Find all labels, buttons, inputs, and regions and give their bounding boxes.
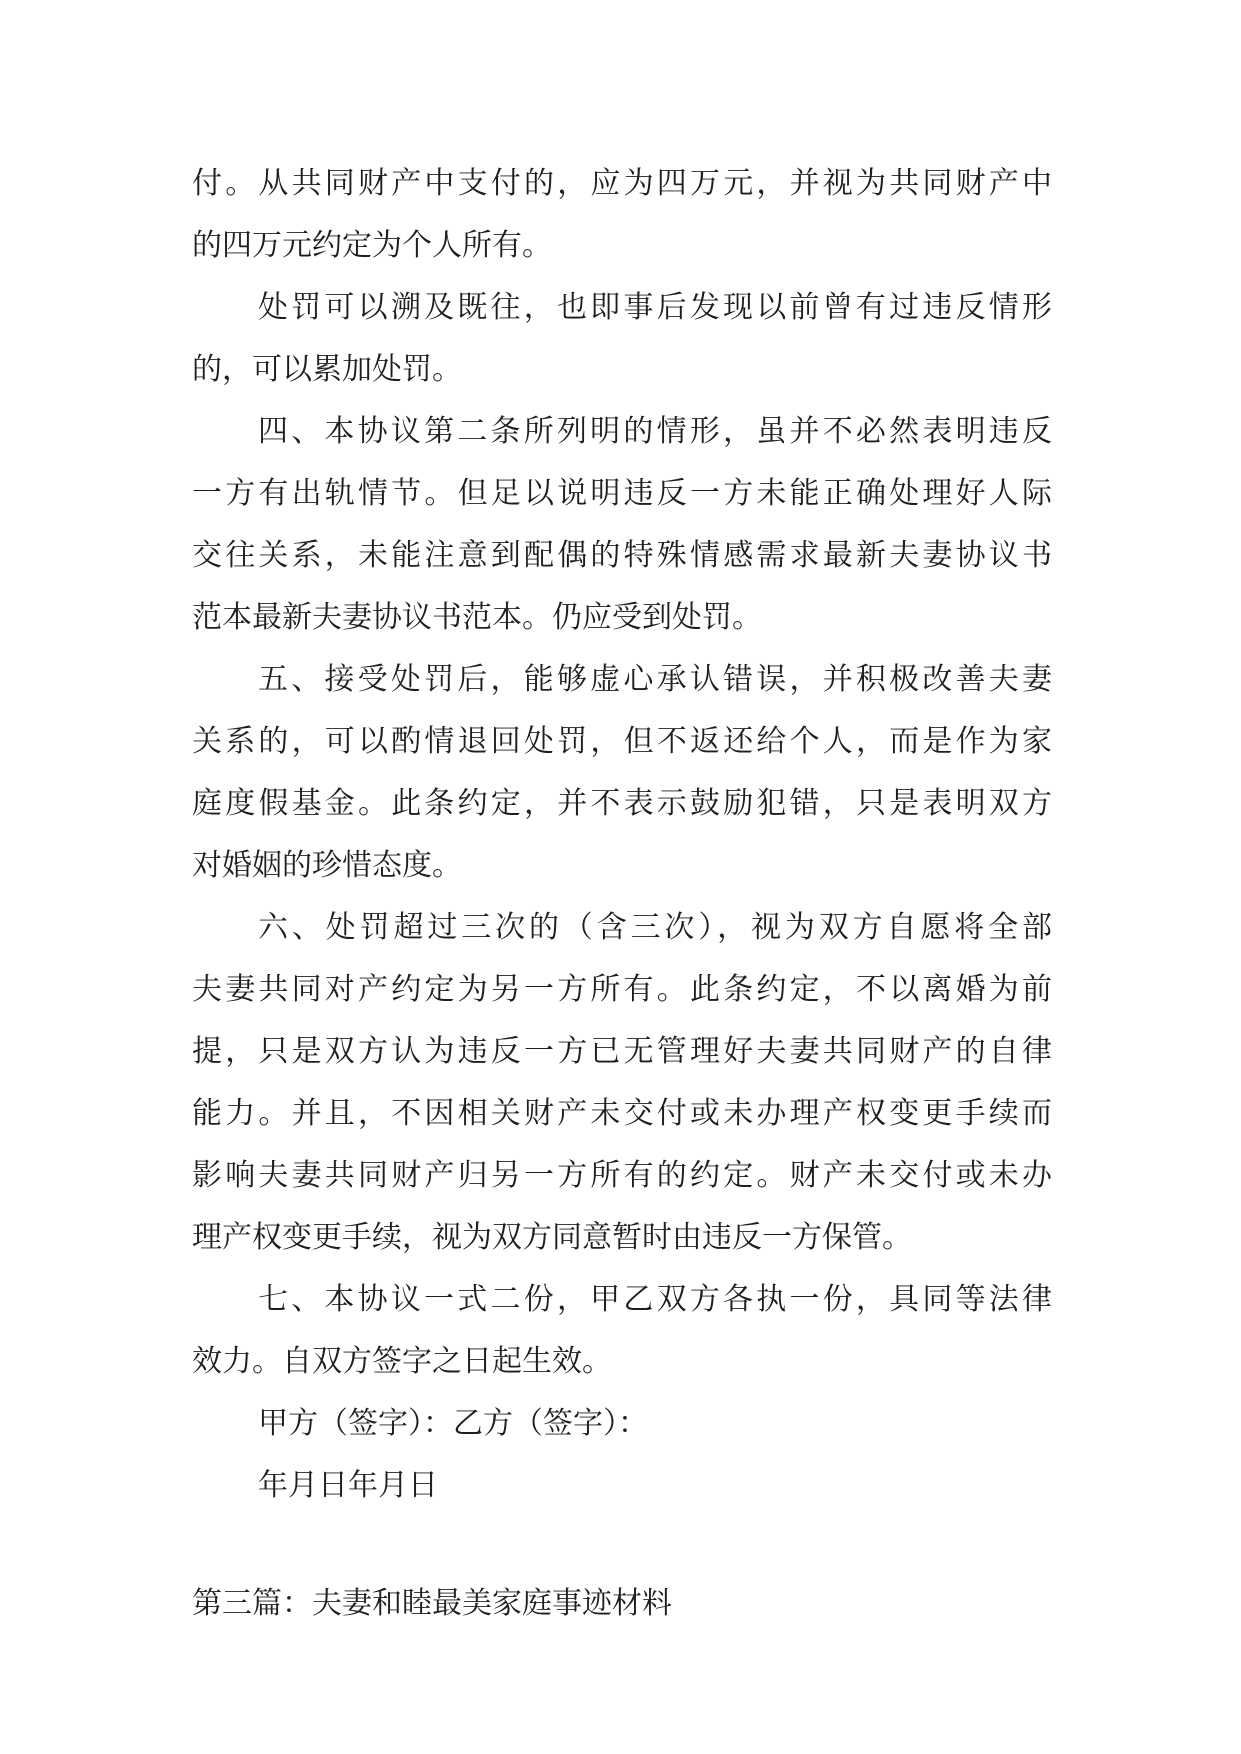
text-line: 能力。并且，不因相关财产未交付或未办理产权变更手续而 bbox=[192, 1096, 1052, 1131]
text-line: 关系的，可以酌情退回处罚，但不返还给个人，而是作为家 bbox=[192, 724, 1052, 759]
text-line: 的，可以累加处罚。 bbox=[192, 352, 462, 387]
text-line: 夫妻共同对产约定为另一方所有。此条约定，不以离婚为前 bbox=[192, 972, 1052, 1007]
text-line: 的四万元约定为个人所有。 bbox=[192, 228, 552, 263]
text-line: 六、处罚超过三次的（含三次），视为双方自愿将全部 bbox=[258, 910, 1052, 945]
text-line: 五、接受处罚后，能够虚心承认错误，并积极改善夫妻 bbox=[258, 662, 1052, 697]
text-line: 交往关系，未能注意到配偶的特殊情感需求最新夫妻协议书 bbox=[192, 538, 1052, 573]
text-line: 效力。自双方签字之日起生效。 bbox=[192, 1344, 612, 1379]
text-line: 影响夫妻共同财产归另一方所有的约定。财产未交付或未办 bbox=[192, 1158, 1052, 1193]
text-line: 庭度假基金。此条约定，并不表示鼓励犯错，只是表明双方 bbox=[192, 786, 1052, 821]
section-heading: 第三篇：夫妻和睦最美家庭事迹材料 bbox=[192, 1586, 672, 1621]
signature-line: 甲方（签字）：乙方（签字）： bbox=[258, 1406, 648, 1441]
text-line: 付。从共同财产中支付的，应为四万元，并视为共同财产中 bbox=[192, 166, 1052, 201]
text-line: 七、本协议一式二份，甲乙双方各执一份，具同等法律 bbox=[258, 1282, 1052, 1317]
text-line: 对婚姻的珍惜态度。 bbox=[192, 848, 462, 883]
text-line: 范本最新夫妻协议书范本。仍应受到处罚。 bbox=[192, 600, 762, 635]
text-line: 处罚可以溯及既往，也即事后发现以前曾有过违反情形 bbox=[258, 290, 1052, 325]
text-line: 一方有出轨情节。但足以说明违反一方未能正确处理好人际 bbox=[192, 476, 1052, 511]
text-line: 四、本协议第二条所列明的情形，虽并不必然表明违反 bbox=[258, 414, 1052, 449]
text-line: 理产权变更手续，视为双方同意暂时由违反一方保管。 bbox=[192, 1220, 912, 1255]
text-line: 提，只是双方认为违反一方已无管理好夫妻共同财产的自律 bbox=[192, 1034, 1052, 1069]
date-line: 年月日年月日 bbox=[258, 1468, 438, 1503]
